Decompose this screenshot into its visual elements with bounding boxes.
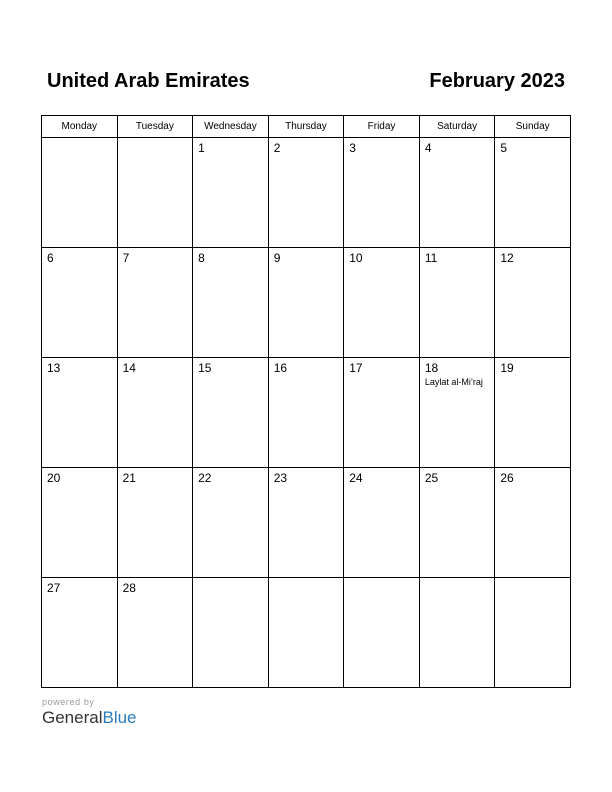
day-number: 5 — [500, 141, 508, 155]
day-number: 11 — [424, 251, 438, 265]
weekday-thursday: Thursday — [268, 116, 344, 138]
day-cell — [495, 468, 571, 578]
day-number — [495, 578, 570, 581]
day-number — [269, 578, 344, 581]
day-cell — [344, 248, 420, 358]
day-cell — [268, 578, 344, 688]
day-number: 12 — [500, 251, 514, 265]
generalblue-logo — [42, 708, 137, 728]
day-cell — [42, 578, 118, 688]
day-cell — [495, 138, 571, 248]
day-number: 7 — [122, 251, 130, 265]
day-number: 3 — [349, 141, 356, 155]
holiday-label: Laylat al-Mi’raj — [424, 377, 483, 387]
day-number: 2 — [273, 141, 281, 155]
day-cell — [42, 248, 118, 358]
weekday-header-row — [42, 116, 571, 138]
day-number: 26 — [500, 471, 514, 485]
day-cell — [344, 358, 420, 468]
week-row — [42, 358, 571, 468]
day-cell — [344, 578, 420, 688]
day-number: 6 — [47, 251, 54, 265]
day-cell — [268, 248, 344, 358]
day-cell — [344, 138, 420, 248]
day-cell — [419, 578, 495, 688]
day-cell — [193, 468, 269, 578]
day-number: 9 — [273, 251, 281, 265]
day-number — [118, 138, 193, 141]
powered-by-text: powered by — [42, 697, 95, 707]
day-cell — [495, 248, 571, 358]
weekday-wednesday: Wednesday — [193, 116, 269, 138]
day-cell — [495, 358, 571, 468]
day-number — [344, 578, 419, 581]
day-number: 28 — [122, 581, 136, 595]
day-cell — [268, 138, 344, 248]
day-number: 10 — [349, 251, 363, 265]
day-number: 15 — [198, 361, 212, 375]
day-number: 1 — [198, 141, 205, 155]
week-row — [42, 248, 571, 358]
day-cell — [268, 468, 344, 578]
day-cell — [268, 358, 344, 468]
day-cell — [117, 138, 193, 248]
day-cell — [42, 468, 118, 578]
day-number: 24 — [349, 471, 363, 485]
week-row — [42, 138, 571, 248]
day-cell — [42, 358, 118, 468]
day-cell — [419, 138, 495, 248]
day-cell — [193, 138, 269, 248]
day-number: 17 — [349, 361, 363, 375]
day-cell — [117, 248, 193, 358]
day-number: 8 — [198, 251, 205, 265]
weekday-friday: Friday — [344, 116, 420, 138]
day-number — [420, 578, 495, 581]
day-cell — [42, 138, 118, 248]
day-cell — [193, 578, 269, 688]
weekday-sunday: Sunday — [495, 116, 571, 138]
day-number: 25 — [424, 471, 439, 485]
day-number: 14 — [122, 361, 136, 375]
week-row — [42, 468, 571, 578]
day-number — [193, 578, 268, 581]
day-cell — [193, 248, 269, 358]
day-number: 22 — [198, 471, 212, 485]
week-row — [42, 578, 571, 688]
day-number: 27 — [47, 581, 61, 595]
calendar-grid — [41, 115, 571, 688]
brand-general: General — [42, 708, 103, 727]
day-cell — [495, 578, 571, 688]
day-cell — [419, 468, 495, 578]
day-number: 4 — [424, 141, 432, 155]
day-number: 16 — [273, 361, 288, 375]
day-number: 23 — [273, 471, 288, 485]
day-cell — [193, 358, 269, 468]
day-cell — [419, 248, 495, 358]
day-number: 21 — [122, 471, 136, 485]
day-cell — [117, 358, 193, 468]
footer-branding — [42, 697, 137, 728]
weekday-saturday: Saturday — [419, 116, 495, 138]
day-cell — [117, 468, 193, 578]
month-year-title: February 2023 — [429, 70, 565, 92]
day-number: 19 — [500, 361, 514, 375]
day-number — [42, 138, 117, 141]
day-number: 18 — [424, 361, 439, 375]
day-cell — [117, 578, 193, 688]
day-number: 20 — [47, 471, 61, 485]
calendar-header — [47, 70, 565, 100]
day-number: 13 — [47, 361, 61, 375]
country-title: United Arab Emirates — [47, 70, 250, 92]
weekday-tuesday: Tuesday — [117, 116, 193, 138]
day-cell — [344, 468, 420, 578]
day-cell — [419, 358, 495, 468]
weekday-monday: Monday — [42, 116, 118, 138]
brand-blue: Blue — [102, 708, 137, 727]
